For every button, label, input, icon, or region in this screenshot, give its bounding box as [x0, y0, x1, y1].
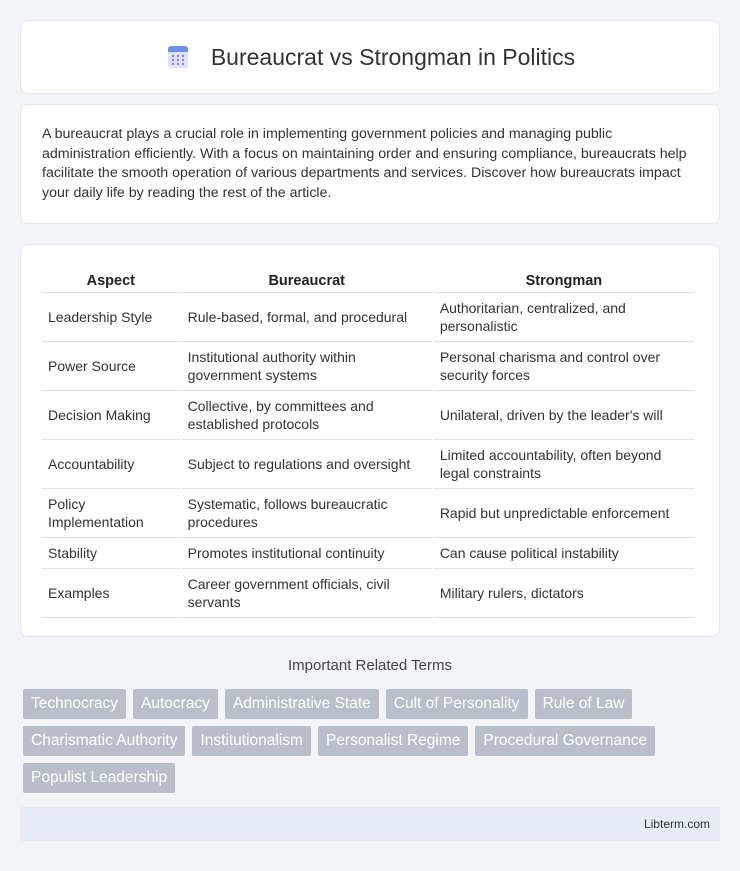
term-tag[interactable]: Technocracy [23, 689, 126, 719]
table-cell: Unilateral, driven by the leader's will [434, 390, 694, 439]
table-header-row [42, 265, 694, 292]
table-cell: Collective, by committees and established protocols [182, 390, 432, 439]
footer-site-link[interactable]: Libterm.com [643, 817, 710, 831]
table-cell: Examples [42, 568, 180, 618]
table-cell: Personal charisma and control over security forces [434, 341, 694, 390]
table-cell: Decision Making [42, 390, 180, 439]
table-cell: Leadership Style [42, 292, 180, 341]
table-cell: Limited accountability, often beyond legal constraints [434, 439, 694, 488]
table-cell: Career government officials, civil servants [182, 568, 432, 618]
table-row [42, 292, 694, 341]
table-cell: Rule-based, formal, and procedural [182, 292, 432, 341]
term-tag[interactable]: Populist Leadership [23, 763, 175, 793]
term-tag[interactable]: Rule of Law [535, 689, 633, 719]
column-header-aspect: Aspect [86, 273, 135, 289]
table-cell: Rapid but unpredictable enforcement [434, 488, 694, 537]
header-card [20, 20, 720, 94]
footer [20, 807, 720, 841]
table-cell: Stability [42, 537, 180, 568]
table-cell: Subject to regulations and oversight [182, 439, 432, 488]
table-cell: Military rulers, dictators [434, 568, 694, 618]
table-row [42, 390, 694, 439]
term-tag[interactable]: Charismatic Authority [23, 726, 185, 756]
table-cell: Policy Implementation [42, 488, 180, 537]
table-row [42, 488, 694, 537]
table-cell: Authoritarian, centralized, and personalistic [434, 292, 694, 341]
table-row [42, 568, 694, 618]
table-cell: Promotes institutional continuity [182, 537, 432, 568]
column-header-strongman: Strongman [525, 273, 603, 289]
column-header-bureaucrat: Bureaucrat [268, 273, 346, 289]
page-title: Bureaucrat vs Strongman in Politics [210, 43, 576, 70]
term-tag[interactable]: Institutionalism [192, 726, 311, 756]
table-row [42, 439, 694, 488]
related-terms-title: Important Related Terms [288, 657, 452, 674]
intro-text: A bureaucrat plays a crucial role in implementing government policies and managing public administration efficiently. With a focus on maintaining order and ensuring compliance, bureaucrats help facilitate the smooth operation of various departments and services. Discover how bureaucrats impact your daily life by reading the rest of the article. [42, 126, 687, 201]
term-tag[interactable]: Administrative State [225, 689, 379, 719]
term-tag[interactable]: Cult of Personality [386, 689, 528, 719]
table-cell: Systematic, follows bureaucratic procedures [182, 488, 432, 537]
comparison-card [20, 244, 720, 637]
term-tag[interactable]: Personalist Regime [318, 726, 468, 756]
table-cell: Institutional authority within government systems [182, 341, 432, 390]
table-cell: Can cause political instability [434, 537, 694, 568]
related-terms-list [23, 689, 723, 793]
term-tag[interactable]: Procedural Governance [475, 726, 655, 756]
table-cell: Power Source [42, 341, 180, 390]
table-row [42, 341, 694, 390]
comparison-table [40, 265, 696, 618]
table-row [42, 537, 694, 568]
document-list-icon [165, 44, 191, 70]
term-tag[interactable]: Autocracy [133, 689, 218, 719]
table-cell: Accountability [42, 439, 180, 488]
intro-card [20, 104, 720, 224]
